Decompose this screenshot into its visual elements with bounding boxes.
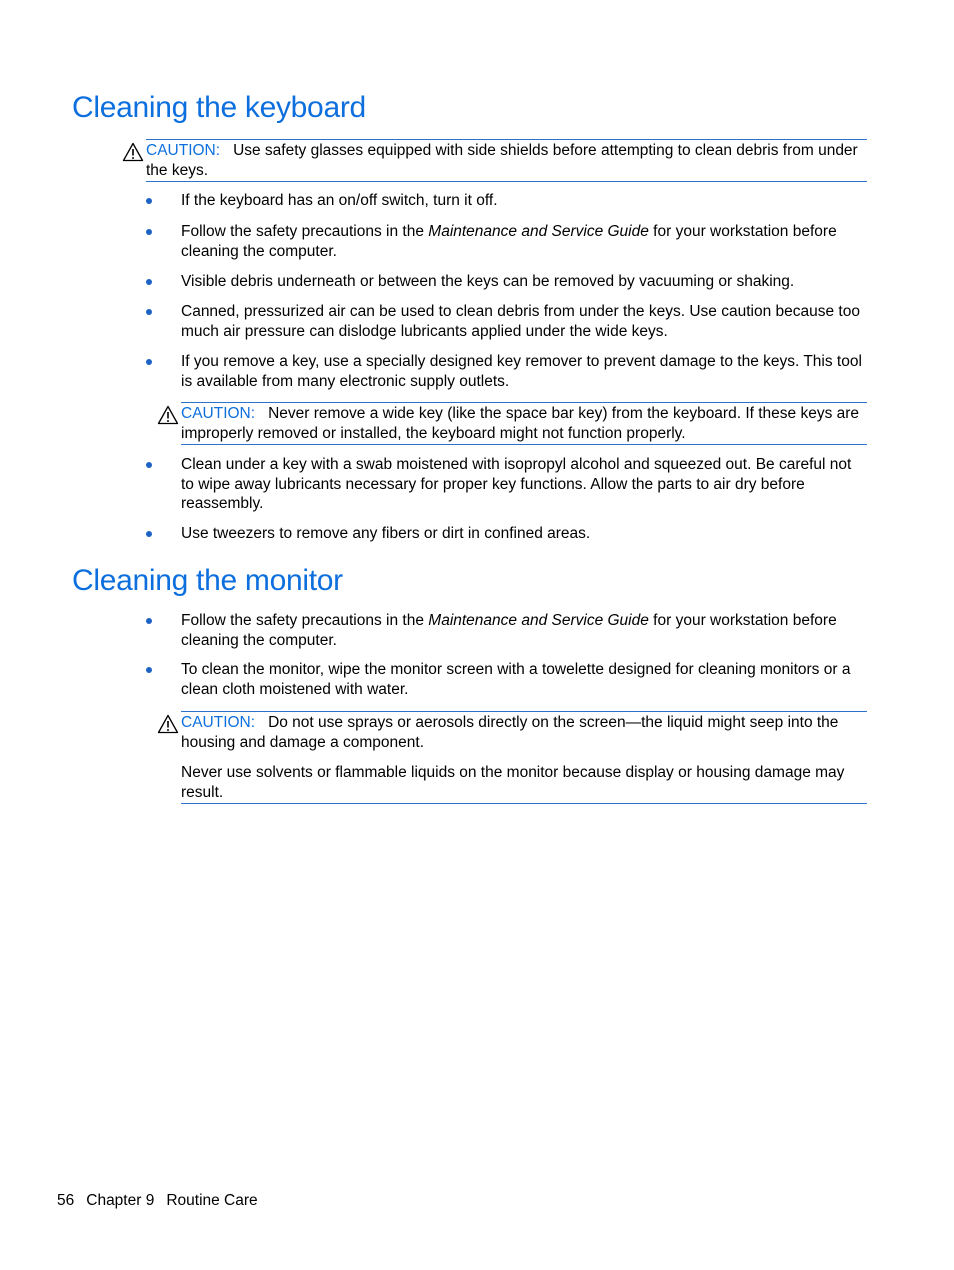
list-item xyxy=(181,455,867,514)
bullet-dot xyxy=(146,198,152,204)
chapter-title: Routine Care xyxy=(166,1192,258,1209)
warning-triangle-icon xyxy=(122,142,144,162)
caution-box xyxy=(181,402,867,445)
list-item-text-post: for your workstation before cleaning the computer. xyxy=(181,612,837,649)
caution-label: CAUTION: xyxy=(146,142,221,159)
caution-paragraph-2: Never use solvents or flammable liquids on the monitor because display or housing damage may result. xyxy=(181,764,845,801)
guide-title: Maintenance and Service Guide xyxy=(428,223,649,240)
bullet-dot xyxy=(146,618,152,624)
list-item xyxy=(181,352,867,391)
list-item-text: To clean the monitor, wipe the monitor screen with a towelette designed for cleaning monitors or a clean cloth moistened with water. xyxy=(181,661,851,698)
warning-triangle-icon xyxy=(157,714,179,734)
bullet-dot xyxy=(146,462,152,468)
caution-paragraph xyxy=(181,713,867,752)
bullet-dot xyxy=(146,309,152,315)
caution-box xyxy=(146,139,867,182)
bullet-dot xyxy=(146,531,152,537)
page-number: 56 xyxy=(57,1192,75,1209)
bullet-dot xyxy=(146,359,152,365)
guide-title: Maintenance and Service Guide xyxy=(428,612,649,629)
bullet-dot xyxy=(146,279,152,285)
list-item-text: Visible debris underneath or between the keys can be removed by vacuuming or shaking. xyxy=(181,273,795,290)
page-footer xyxy=(57,1191,276,1211)
caution-paragraph xyxy=(146,141,867,180)
list-item-text: Clean under a key with a swab moistened with isopropyl alcohol and squeezed out. Be careful not to wipe away lubricants necessary for proper key functions. Allow the parts to air dry before reassembly. xyxy=(181,456,852,512)
list-item-text: If the keyboard has an on/off switch, turn it off. xyxy=(181,192,498,209)
caution-text: Use safety glasses equipped with side shields before attempting to clean debris from under the keys. xyxy=(146,142,858,179)
list-item xyxy=(181,191,867,211)
caution-text: Do not use sprays or aerosols directly on the screen—the liquid might seep into the housing and damage a component. xyxy=(181,714,839,751)
list-item xyxy=(181,302,867,341)
caution-label: CAUTION: xyxy=(181,714,256,731)
section-heading-monitor: Cleaning the monitor xyxy=(72,564,343,597)
list-item xyxy=(181,611,867,650)
list-item xyxy=(181,222,867,261)
caution-text: Never remove a wide key (like the space bar key) from the keyboard. If these keys are improperly removed or installed, the keyboard might not function properly. xyxy=(181,405,860,442)
list-item-text-pre: Follow the safety precautions in the xyxy=(181,223,429,240)
list-item-text: Use tweezers to remove any fibers or dirt in confined areas. xyxy=(181,525,591,542)
warning-triangle-icon xyxy=(157,405,179,425)
caution-label: CAUTION: xyxy=(181,405,256,422)
bullet-dot xyxy=(146,229,152,235)
caution-paragraph xyxy=(181,404,867,443)
list-item xyxy=(181,660,867,699)
chapter-label: Chapter 9 xyxy=(86,1192,155,1209)
section-heading-keyboard: Cleaning the keyboard xyxy=(72,91,366,124)
bullet-dot xyxy=(146,667,152,673)
list-item-text: Canned, pressurized air can be used to clean debris from under the keys. Use caution because too much air pressure can dislodge lubricants applied under the wide keys. xyxy=(181,303,860,340)
list-item xyxy=(181,524,867,544)
list-item-text-post: for your workstation before cleaning the computer. xyxy=(181,223,837,260)
list-item-text-pre: Follow the safety precautions in the xyxy=(181,612,429,629)
list-item-text: If you remove a key, use a specially designed key remover to prevent damage to the keys. This tool is available from many electronic supply outlets. xyxy=(181,353,862,390)
caution-box xyxy=(181,711,867,804)
list-item xyxy=(181,272,867,292)
